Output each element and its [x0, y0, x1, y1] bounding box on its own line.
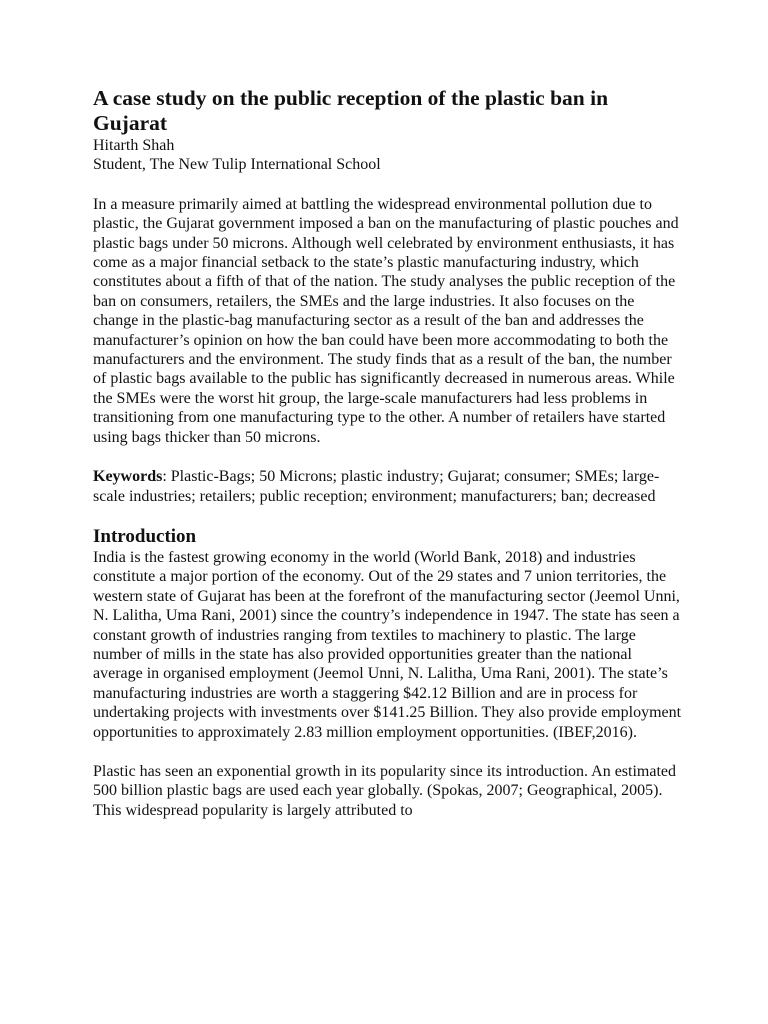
paper-page	[93, 86, 683, 820]
author-affiliation: Student, The New Tulip International School	[93, 156, 381, 174]
paper-title: A case study on the public reception of the plastic ban in Gujarat	[93, 86, 609, 135]
introduction-heading: Introduction	[93, 525, 197, 547]
keywords-line	[93, 467, 683, 506]
keywords-label: Keywords	[93, 468, 163, 486]
introduction-paragraph-1: India is the fastest growing economy in the world (World Bank, 2018) and industries constitute a major portion of the economy. Out of the 29 states and 7 union territories, the western state of Gujarat has been at the forefront of the manufacturing sector (Jeemol Unni, N. Lalitha, Uma Rani, 2001) since the country’s independence in 1947. The state has seen a constant growth of industries ranging from textiles to machinery to plastic. The large number of mills in the state has also provided opportunities greater than the national average in organised employment (Jeemol Unni, N. Lalitha, Uma Rani, 2001). The state’s manufacturing industries are worth a staggering $42.12 Billion and are in process for undertaking projects with investments over $141.25 Billion. They also provide employment opportunities to approximately 2.83 million employment opportunities. (IBEF,2016).	[93, 548, 682, 741]
abstract-paragraph: In a measure primarily aimed at battling the widespread environmental pollution due to plastic, the Gujarat government imposed a ban on the manufacturing of plastic pouches and plastic bags under 50 microns. Although well celebrated by environment enthusiasts, it has come as a major financial setback to the state’s plastic manufacturing industry, which constitutes about a fifth of that of the nation. The study analyses the public reception of the ban on consumers, retailers, the SMEs and the large industries. It also focuses on the change in the plastic-bag manufacturing sector as a result of the ban and addresses the manufacturer’s opinion on how the ban could have been more accommodating to both the manufacturers and the environment. The study finds that as a result of the ban, the number of plastic bags available to the public has significantly decreased in numerous areas. While the SMEs were the worst hit group, the large-scale manufacturers had less problems in transitioning from one manufacturing type to the other. A number of retailers have started using bags thicker than 50 microns.	[93, 195, 679, 446]
introduction-paragraph-2: Plastic has seen an exponential growth in its popularity since its introduction. An estimated 500 billion plastic bags are used each year globally. (Spokas, 2007; Geographical, 2005). This widespread popularity is largely attributed to	[93, 762, 677, 819]
keywords-list: : Plastic-Bags; 50 Microns; plastic industry; Gujarat; consumer; SMEs; large-scale industries; retailers; public reception; environment; manufacturers; ban; decreased	[93, 468, 660, 505]
author-name: Hitarth Shah	[93, 137, 175, 154]
